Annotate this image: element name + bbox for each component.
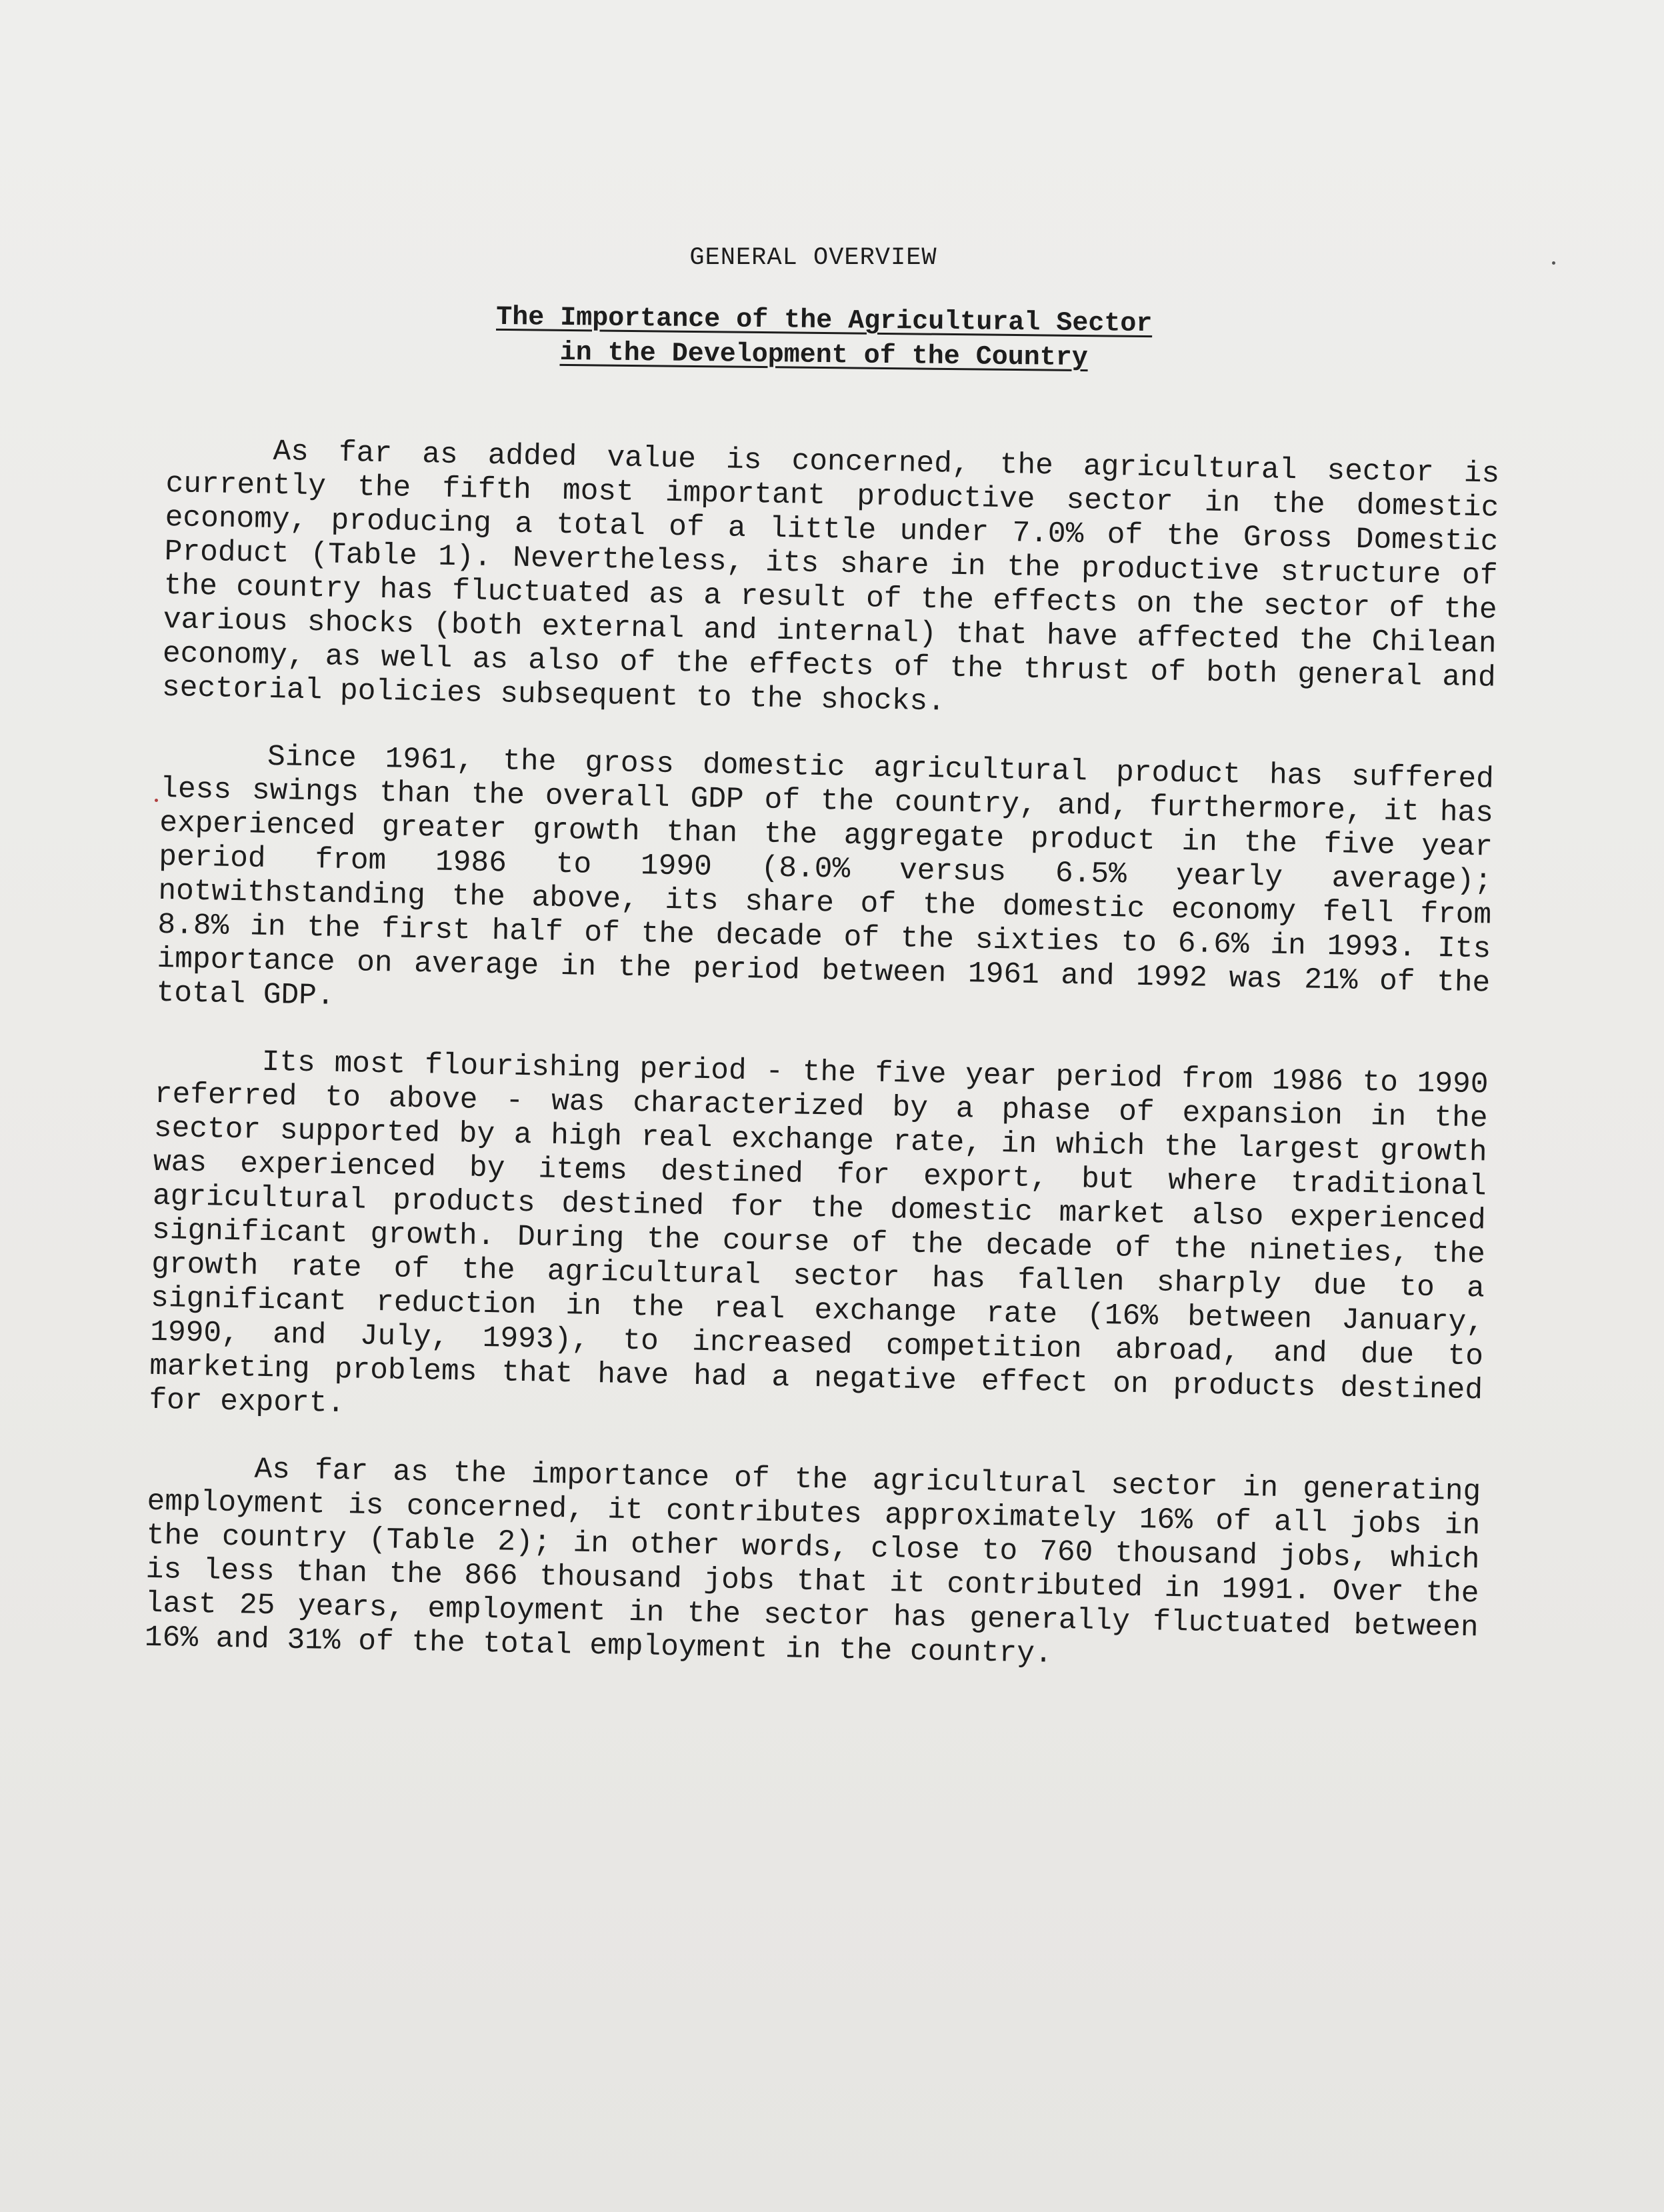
title-line-1: The Importance of the Agricultural Sector <box>495 302 1153 340</box>
paragraph-3: Its most flourishing period - the five year period from 1986 to 1990 referred to above - was characterized by a phase of expansion in the sector supported by a high real exchange rate, in which the largest growth was experienced by items destined for export, but where traditional agricultural products destined for the domestic market also experienced significant growth. During the course of the decade of the nineties, the growth rate of the agricultural sector has fallen sharply due to a significant reduction in the real exchange rate (16% between January, 1990, and July, 1993), to increased competition abroad, and due to marketing problems that have had a negative effect on products destined for export. <box>148 1045 1489 1421</box>
section-header: GENERAL OVERVIEW <box>689 244 937 272</box>
title-line-2: in the Development of the Country <box>559 337 1089 374</box>
speck <box>155 799 158 802</box>
paragraph-2: Since 1961, the gross domestic agricultural product has suffered less swings than the overall GDP of the country, and, furthermore, it has experienced greater growth than the aggregate product in the five year period from 1986 to 1990 (8.0% versus 6.5% yearly average); notwithstanding the above, its share of the domestic economy fell from 8.8% in the first half of the decade of the sixties to 6.6% in 1993. Its importance on average in the period between 1961 and 1992 was 21% of the total GDP. <box>156 740 1495 1013</box>
body-text <box>143 433 1499 1713</box>
paragraph-4: As far as the importance of the agricultural sector in generating employment is concerned, it contributes approximately 16% of all jobs in the country (Table 2); in other words, close to 760 thousand jobs, which is less than the 866 thousand jobs that it contributed in 1991. Over the last 25 years, employment in the sector has generally fluctuated between 16% and 31% of the total employment in the country. <box>144 1453 1481 1671</box>
paragraph-1: As far as added value is concerned, the agricultural sector is currently the fifth most important productive sector in the domestic economy, producing a total of a little under 7.0% of the Gross Domestic Product (Table 1). Nevertheless, its share in the productive structure of the country has fluctuated as a result of the effects on the sector of the various shocks (both external and internal) that have affected the Chilean economy, as well as also of the effects of the thrust of both general and sectorial policies subsequent to the shocks. <box>161 435 1500 719</box>
document-title <box>0 295 1656 382</box>
